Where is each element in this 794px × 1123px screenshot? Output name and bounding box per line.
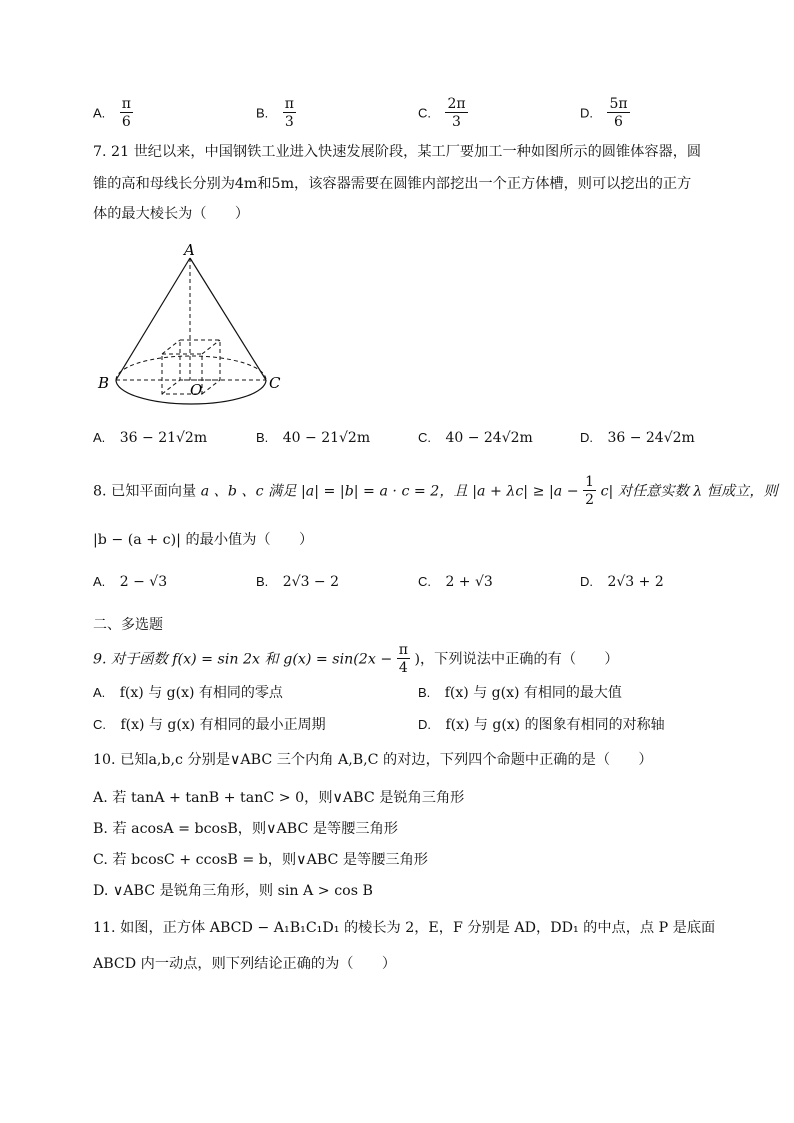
q8-vectors: a 、b 、c 满足: [200, 483, 297, 500]
option-text: 2√3 − 2: [282, 574, 340, 590]
q9-option-c: [93, 714, 326, 734]
cone-right-edge: [190, 258, 266, 380]
fraction: [607, 96, 629, 131]
q8-condition: |a| = |b| = a · c = 2，且 |a + λc| ≥ |a −: [300, 483, 579, 500]
fraction-half: [583, 474, 596, 509]
fraction-pi-4: [397, 642, 410, 677]
option-label: B.: [418, 685, 431, 700]
option-label: D.: [580, 430, 593, 445]
denominator: 4: [398, 660, 408, 676]
denominator: 2: [585, 492, 595, 508]
option-label: B.: [256, 105, 269, 121]
denominator: 3: [284, 114, 294, 130]
option-label: A.: [93, 685, 106, 700]
option-text: f(x) 与 g(x) 有相同的最小正周期: [120, 717, 326, 733]
q8-option-b: [256, 574, 339, 590]
base-back-arc: [116, 356, 266, 380]
option-label: D.: [580, 574, 593, 589]
fraction: [283, 96, 296, 131]
option-label: D.: [418, 717, 431, 732]
option-label: B.: [256, 574, 269, 589]
label-o: O: [190, 381, 203, 399]
label-b: B: [98, 374, 110, 392]
q8-condition-end: c| 对任意实数 λ 恒成立，则: [600, 483, 778, 500]
q8-option-a: [93, 574, 167, 590]
option-text: 2√3 + 2: [607, 574, 664, 590]
q10-option-c: C. 若 bcosC + ccosB = b，则∨ABC 是等腰三角形: [93, 852, 428, 868]
denominator: 6: [614, 114, 623, 130]
numerator: 1: [585, 474, 595, 490]
q7-line-2: 锥的高和母线长分别为4m和5m，该容器需要在圆锥内部挖出一个正方体槽，则可以挖出的正方: [93, 176, 692, 192]
q9-option-d: [418, 714, 665, 734]
q6-option-c: [418, 96, 468, 131]
option-text: f(x) 与 g(x) 有相同的零点: [119, 685, 283, 701]
option-text: 40 − 24√2m: [445, 430, 533, 446]
q7-option-a: [93, 430, 207, 446]
option-label: C.: [93, 717, 106, 732]
option-text: 40 − 21√2m: [282, 430, 371, 446]
option-text: f(x) 与 g(x) 有相同的最大值: [444, 685, 622, 701]
q7-line-1: 7. 21 世纪以来，中国钢铁工业进入快速发展阶段，某工厂要加工一种如图所示的圆锥体容器，圆: [93, 144, 702, 160]
q7-option-d: [580, 430, 695, 446]
q9-stem-end: )，下列说法中正确的有（ ）: [414, 651, 619, 668]
option-label: C.: [418, 574, 431, 589]
q10-stem: 10. 已知a,b,c 分别是∨ABC 三个内角 A,B,C 的对边，下列四个命题中正确的是（ ）: [93, 752, 653, 768]
fraction: [120, 96, 133, 131]
q9-option-b: [418, 682, 622, 702]
numerator: π: [398, 642, 408, 658]
q9-stem: [93, 642, 619, 677]
option-label: D.: [580, 105, 593, 121]
option-text: 2 + √3: [445, 574, 493, 590]
q7-line-3: 体的最大棱长为（ ）: [93, 206, 250, 222]
q6-option-d: [580, 96, 630, 131]
q10-option-b: B. 若 acosA = bcosB，则∨ABC 是等腰三角形: [93, 821, 398, 837]
option-text: f(x) 与 g(x) 的图象有相同的对称轴: [445, 717, 665, 733]
numerator: π: [284, 96, 294, 112]
q9-stem-start: 9. 对于函数 f(x) = sin 2x 和 g(x) = sin(2x −: [93, 651, 393, 668]
label-c: C: [269, 374, 281, 392]
q11-line-2: ABCD 内一动点，则下列结论正确的为（ ）: [93, 956, 397, 972]
option-label: B.: [256, 430, 269, 445]
denominator: 3: [452, 114, 461, 130]
option-text: 36 − 21√2m: [119, 430, 208, 446]
cone-figure: [90, 240, 290, 410]
q10-option-d: D. ∨ABC 是锐角三角形，则 sin A > cos B: [93, 883, 373, 899]
section-heading: 二、多选题: [93, 616, 163, 632]
option-text: 36 − 24√2m: [607, 430, 695, 446]
option-label: A.: [93, 574, 106, 589]
denominator: 6: [121, 114, 131, 130]
option-label: C.: [418, 105, 431, 121]
fraction: [445, 96, 467, 131]
numerator: π: [121, 96, 131, 112]
q6-option-a: [93, 96, 133, 131]
q10-option-a: A. 若 tanA + tanB + tanC > 0，则∨ABC 是锐角三角形: [93, 790, 465, 806]
option-label: A.: [93, 105, 106, 121]
q6-option-b: [256, 96, 296, 131]
q8-option-c: [418, 574, 493, 590]
q8-option-d: [580, 574, 664, 590]
q11-line-1: 11. 如图，正方体 ABCD − A₁B₁C₁D₁ 的棱长为 2，E，F 分别是 AD，DD₁ 的中点，点 P 是底面: [93, 920, 716, 936]
q9-option-a: [93, 682, 283, 702]
q8-stem-start: 8. 已知平面向量: [93, 483, 197, 500]
numerator: 2π: [447, 96, 466, 112]
option-text: 2 − √3: [119, 574, 168, 590]
numerator: 5π: [609, 96, 628, 112]
option-label: A.: [93, 430, 106, 445]
option-label: C.: [418, 430, 431, 445]
q8-line-2: |b − (a + c)| 的最小值为（ ）: [93, 532, 314, 548]
label-apex: A: [184, 241, 195, 259]
cone-left-edge: [116, 258, 190, 380]
q7-option-c: [418, 430, 533, 446]
q8-line-1: [93, 474, 778, 509]
q7-option-b: [256, 430, 370, 446]
